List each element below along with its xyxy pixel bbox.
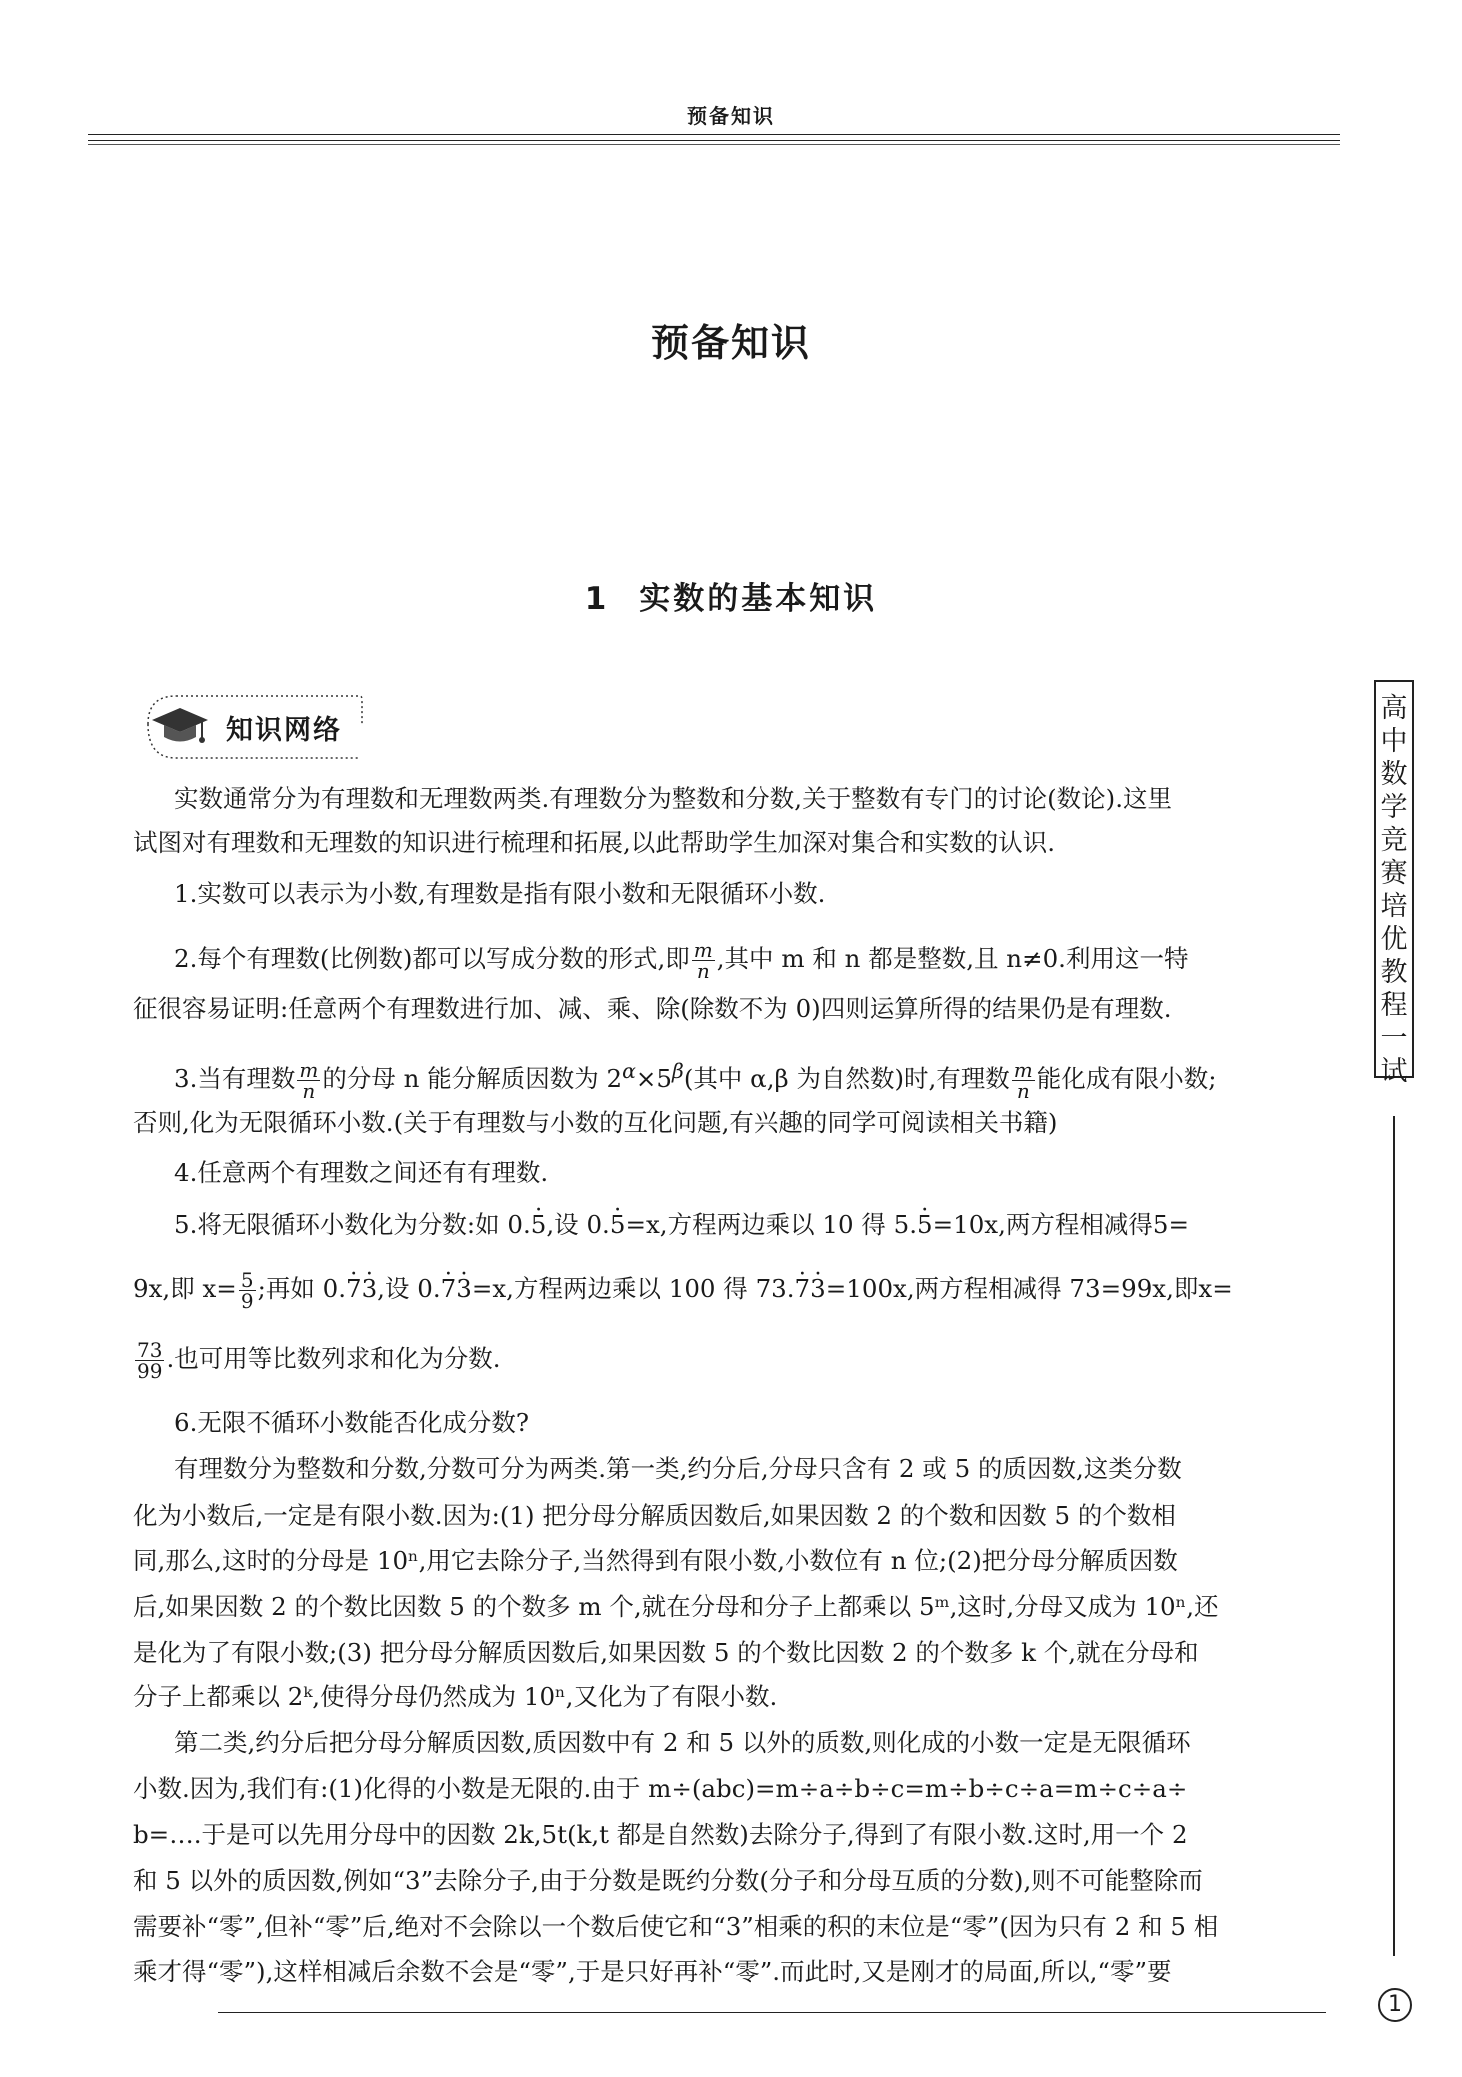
fraction-m-over-n [1012,1058,1035,1104]
running-header: 预备知识 [687,104,775,128]
repeating-digit: · 5 [610,1208,626,1242]
side-margin-line [1393,1116,1395,1956]
text-run: 5.将无限循环小数化为分数:如 0. [174,1210,531,1239]
paragraph-line: 乘才得“零”),这样相减后余数不会是“零”,于是只好再补“零”.而此时,又是刚才的局面,所以,“零”要 [133,1957,1172,1986]
repeating-digit: · 3 [810,1272,826,1306]
graduation-cap-icon [150,704,210,748]
list-item: 4.任意两个有理数之间还有有理数. [174,1158,549,1187]
part-title: 预备知识 [650,321,811,365]
paragraph-line: 是化为了有限小数;(3) 把分母分解质因数后,如果因数 5 的个数比因数 2 的个数多 k 个,就在分母和 [133,1638,1199,1667]
paragraph-line: b=….于是可以先用分母中的因数 2k,5t(k,t 都是自然数)去除分子,得到了有限小数.这时,用一个 2 [133,1820,1188,1849]
repeating-digit: · 3 [362,1272,378,1306]
side-tab-char: 赛 [1380,858,1408,889]
paragraph-line: 同,那么,这时的分母是 10ⁿ,用它去除分子,当然得到有限小数,小数位有 n 位;(2)把分母分解质因数 [133,1546,1178,1575]
side-tab-char: 高 [1380,693,1408,724]
side-tab-char: 教 [1380,957,1408,988]
intro-line: 试图对有理数和无理数的知识进行梳理和拓展,以此帮助学生加深对集合和实数的认识. [133,828,1056,857]
side-tab-char: 竞 [1380,825,1408,856]
footer-rule [218,2012,1326,2013]
paragraph-line: 需要补“零”,但补“零”后,绝对不会除以一个数后使它和“3”相乘的积的末位是“零”(因为只有 2 和 5 相 [133,1912,1219,1941]
section-title-text: 实数的基本知识 [639,581,878,617]
paragraph-line: 后,如果因数 2 的个数比因数 5 的个数多 m 个,就在分母和分子上都乘以 5ᵐ,这时,分母又成为 10ⁿ,还 [133,1592,1219,1621]
text-run: 9x,即 x= [133,1274,237,1303]
text-run: ,设 0. [546,1210,610,1239]
text-run: ,设 0. [377,1274,441,1303]
list-item-continued: 征很容易证明:任意两个有理数进行加、减、乘、除(除数不为 0)四则运算所得的结果仍是有理数. [133,994,1172,1023]
paragraph-line: 第二类,约分后把分母分解质因数,质因数中有 2 和 5 以外的质数,则化成的小数一定是无限循环 [174,1728,1191,1757]
section-title [0,573,1462,618]
text-run: .也可用等比数列求和化为分数. [166,1344,501,1373]
fraction-m-over-n [692,940,715,981]
list-item [174,940,1344,981]
text-run: 3.当有理数 [174,1064,296,1094]
section-number: 1 [584,581,610,617]
list-item [174,1054,1344,1104]
knowledge-network-banner [146,694,364,760]
side-tab-book-title [1374,680,1414,1087]
numerator: m [299,1058,319,1083]
list-item-continued: 否则,化为无限循环小数.(关于有理数与小数的互化问题,有兴趣的同学可阅读相关书籍) [133,1108,1058,1137]
numerator: m [693,938,713,962]
page-number: 1 [1378,1988,1412,2022]
repeating-digit: · 7 [346,1272,362,1306]
intro-line: 实数通常分为有理数和无理数两类.有理数分为整数和分数,关于整数有专门的讨论(数论).这里 [174,784,1172,813]
side-tab-char: 培 [1380,891,1408,922]
denominator: n [302,1079,316,1104]
text-run: ;再如 0. [257,1274,346,1303]
side-tab-char: 中 [1380,726,1408,757]
header-rule [88,140,1340,141]
text-run: 能化成有限小数; [1036,1064,1217,1094]
numerator: 73 [137,1338,163,1362]
list-item: 6.无限不循环小数能否化成分数? [174,1408,530,1437]
paragraph-line: 小数.因为,我们有:(1)化得的小数是无限的.由于 m÷(abc)=m÷a÷b÷c=m÷b÷c÷a=m÷c÷a÷ [133,1774,1188,1803]
fraction-m-over-n [297,1058,320,1104]
text-run: =10x,两方程相减得5= [932,1210,1190,1239]
paragraph-line: 分子上都乘以 2ᵏ,使得分母仍然成为 10ⁿ,又化为了有限小数. [133,1682,778,1711]
side-tab-char: 数 [1380,759,1408,790]
list-item: 1.实数可以表示为小数,有理数是指有限小数和无限循环小数. [174,879,826,908]
list-item-continued [133,1340,1343,1381]
fraction-5-over-9 [239,1270,256,1311]
text-run: =x,方程两边乘以 10 得 5. [625,1210,917,1239]
exponent: α [622,1059,636,1083]
denominator: n [696,959,710,983]
header-rule [88,144,1340,145]
numerator: 5 [240,1268,254,1292]
denominator: 99 [137,1359,163,1383]
denominator: 9 [240,1289,254,1313]
repeating-digit: · 7 [795,1272,811,1306]
text-run: =x,方程两边乘以 100 得 73. [471,1274,795,1303]
header-rule [88,134,1340,135]
repeating-digit: · 5 [917,1208,933,1242]
repeating-digit: · 7 [441,1272,457,1306]
text-run: =100x,两方程相减得 73=99x,即x= [825,1274,1233,1303]
paragraph-line: 化为小数后,一定是有限小数.因为:(1) 把分母分解质因数后,如果因数 2 的个数和因数 5 的个数相 [133,1501,1176,1530]
text-run: 2.每个有理数(比例数)都可以写成分数的形式,即 [174,944,690,973]
text-run: ×5 [635,1064,672,1094]
denominator: n [1016,1079,1030,1104]
list-item-continued [133,1270,1343,1311]
numerator: m [1013,1058,1033,1083]
list-item [174,1208,1344,1242]
text-run: ,其中 m 和 n 都是整数,且 n≠0.利用这一特 [716,944,1189,973]
text-run: (其中 α,β 为自然数)时,有理数 [683,1064,1010,1094]
side-tab-char: 学 [1380,792,1408,823]
side-tab-char: 一 [1380,1023,1408,1054]
paragraph-line: 和 5 以外的质因数,例如“3”去除分子,由于分数是既约分数(分子和分母互质的分数),则不可能整除而 [133,1866,1203,1895]
banner-label: 知识网络 [226,715,342,746]
side-tab-char: 程 [1380,990,1408,1021]
side-tab-char: 试 [1380,1056,1408,1087]
side-tab-char: 优 [1380,924,1408,955]
fraction-73-over-99 [135,1340,164,1381]
repeating-digit: · 5 [531,1208,547,1242]
repeating-digit: · 3 [456,1272,472,1306]
paragraph-line: 有理数分为整数和分数,分数可分为两类.第一类,约分后,分母只含有 2 或 5 的质因数,这类分数 [174,1454,1182,1483]
text-run: 的分母 n 能分解质因数为 2 [322,1064,623,1094]
exponent: β [672,1059,684,1083]
